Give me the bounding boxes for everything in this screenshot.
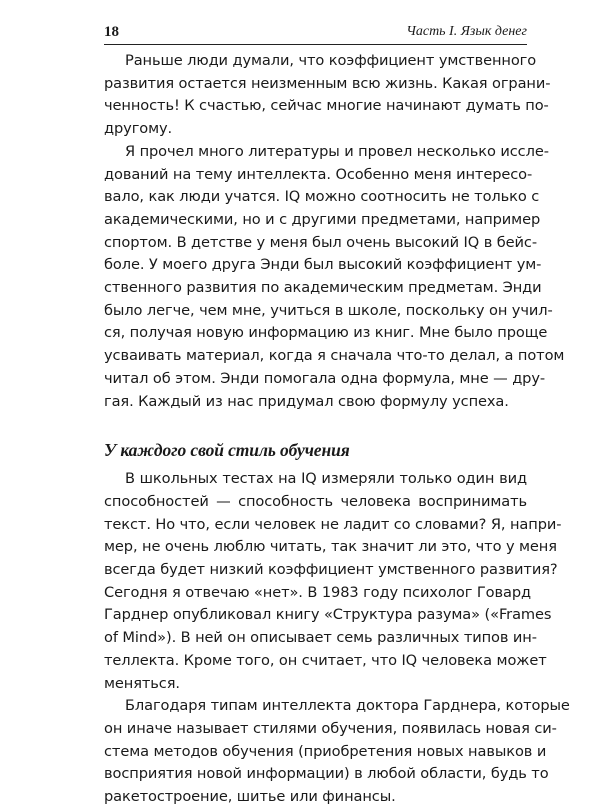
section-heading: У каждого свой стиль обучения bbox=[104, 440, 350, 461]
text-line: читал об этом. Энди помогала одна формула, мне — дру- bbox=[104, 369, 546, 387]
text-line: мер, не очень люблю читать, так значит ли это, что у меня bbox=[104, 538, 557, 556]
paragraph bbox=[104, 468, 562, 695]
text-line: ся, получая новую информацию из книг. Мне было проще bbox=[104, 324, 548, 342]
part-title: Часть I. Язык денег bbox=[406, 24, 527, 39]
text-line: было легче, чем мне, учиться в школе, поскольку он учил- bbox=[104, 301, 553, 319]
text-line: Я прочел много литературы и провел несколько иссле- bbox=[125, 142, 549, 160]
text-line: гая. Каждый из нас придумал свою формулу успеха. bbox=[104, 392, 509, 410]
paragraphs-before-heading bbox=[104, 50, 565, 413]
page-number: 18 bbox=[104, 24, 119, 40]
text-line: академическими, но и с другими предметами, например bbox=[104, 210, 541, 228]
text-line: он иначе называет стилями обучения, появилась новая си- bbox=[104, 719, 557, 737]
text-line: вало, как люди учатся. IQ можно соотносить не только с bbox=[104, 188, 540, 206]
text-line: теллекта. Кроме того, он считает, что IQ человека может bbox=[104, 651, 547, 669]
text-line: спортом. В детстве у меня был очень высокий IQ в бейс- bbox=[104, 233, 537, 251]
text-line: другому. bbox=[104, 120, 173, 138]
paragraph bbox=[104, 695, 570, 809]
text-line: Гарднер опубликовал книгу «Структура разума» («Frames bbox=[104, 606, 552, 624]
paragraphs-after-heading bbox=[104, 468, 570, 809]
text-line: Благодаря типам интеллекта доктора Гарднера, которые bbox=[125, 697, 570, 715]
text-line: развития остается неизменным всю жизнь. Какая ограни- bbox=[104, 74, 551, 92]
text-line: of Mind»). В ней он описывает семь различных типов ин- bbox=[104, 629, 537, 647]
paragraph bbox=[104, 50, 551, 141]
text-line: ченность! К счастью, сейчас многие начинают думать по- bbox=[104, 97, 549, 115]
text-line: ственного развития по академическим предметам. Энди bbox=[104, 279, 542, 297]
text-line: способностей — способность человека воспринимать bbox=[104, 492, 527, 510]
text-line: дований на тему интеллекта. Особенно меня интересо- bbox=[104, 165, 533, 183]
text-line: восприятия новой информации) в любой области, будь то bbox=[104, 765, 549, 783]
text-line: всегда будет низкий коэффициент умственного развития? bbox=[104, 561, 558, 579]
text-line: Раньше люди думали, что коэффициент умственного bbox=[125, 52, 537, 69]
text-line: Сегодня я отвечаю «нет». В 1983 году психолог Говард bbox=[104, 583, 531, 601]
text-line: В школьных тестах на IQ измеряли только один вид bbox=[125, 470, 527, 488]
text-line: боле. У моего друга Энди был высокий коэффициент ум- bbox=[104, 256, 542, 274]
text-line: текст. Но что, если человек не ладит со словами? Я, напри- bbox=[104, 515, 562, 533]
paragraph bbox=[104, 141, 565, 413]
text-line: ракетостроение, шитье или финансы. bbox=[104, 788, 396, 806]
text-line: меняться. bbox=[104, 674, 180, 692]
running-header bbox=[104, 22, 527, 45]
body-text bbox=[104, 50, 570, 809]
text-line: стема методов обучения (приобретения новых навыков и bbox=[104, 742, 547, 760]
text-line: усваивать материал, когда я сначала что-то делал, а потом bbox=[104, 347, 565, 365]
